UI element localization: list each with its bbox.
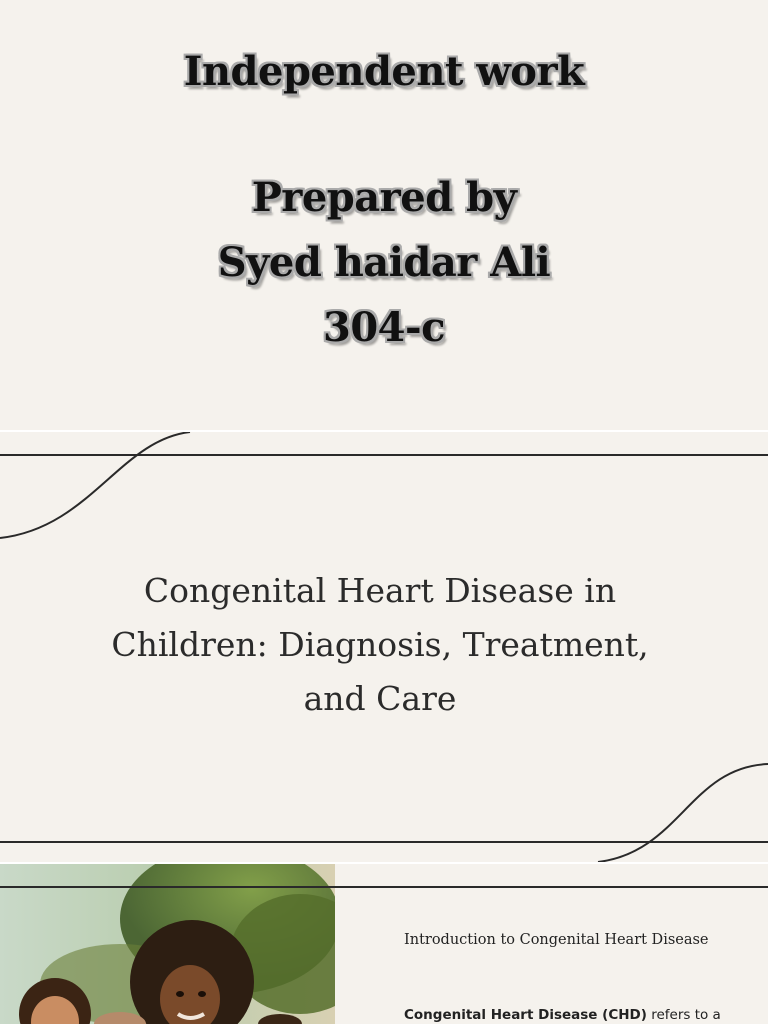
cover-author: Syed haidar Ali <box>217 239 551 286</box>
children-photo <box>0 864 335 1024</box>
cover-prepared-by: Prepared by <box>251 174 517 221</box>
title-line-1: Congenital Heart Disease in <box>143 571 617 610</box>
intro-body <box>404 1007 721 1023</box>
cover-slide <box>0 0 768 430</box>
intro-body-text: refers to a <box>646 1007 721 1023</box>
title-line-2: Children: Diagnosis, Treatment, <box>111 625 649 664</box>
cover-title: Independent work <box>183 48 585 95</box>
intro-body-term: Congenital Heart Disease (CHD) <box>404 1007 647 1023</box>
title-slide <box>0 432 768 862</box>
intro-heading: Introduction to Congenital Heart Disease <box>404 932 709 948</box>
top-curve <box>0 432 190 538</box>
slide-title <box>60 564 700 726</box>
bottom-curve <box>598 764 768 862</box>
title-line-3: and Care <box>303 679 457 718</box>
intro-slide <box>0 864 768 1024</box>
cover-group: 304-c <box>323 304 445 351</box>
